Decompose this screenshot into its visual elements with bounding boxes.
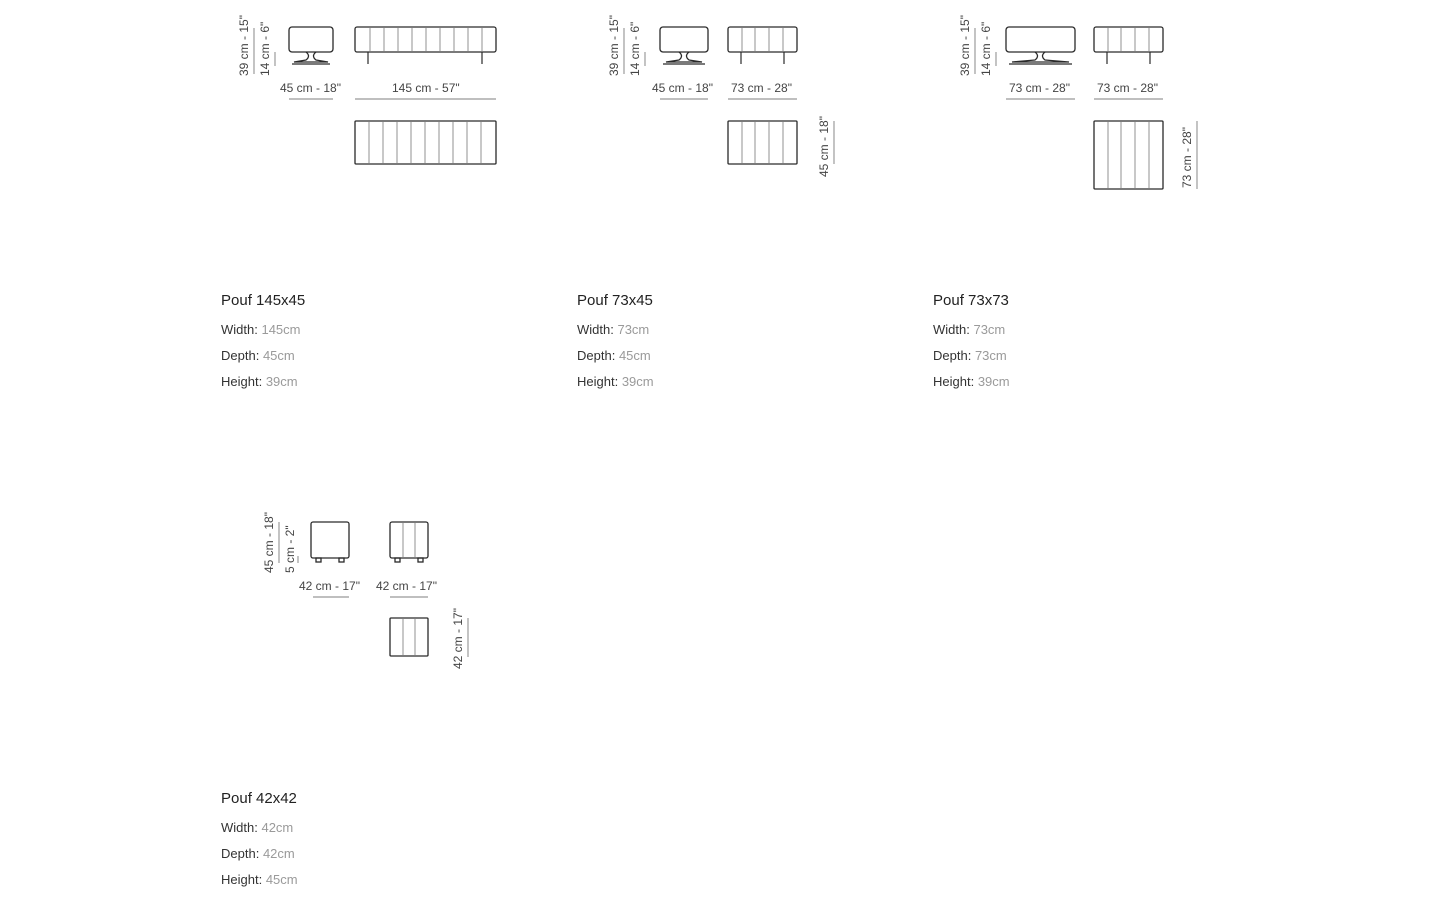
dim-side-width-label: 73 cm - 28" bbox=[1009, 81, 1070, 95]
spec-label: Width: bbox=[933, 322, 970, 337]
spec-value: 39cm bbox=[265, 374, 298, 389]
spec-label: Width: bbox=[221, 322, 258, 337]
product-title: Pouf 145x45 bbox=[221, 292, 306, 309]
dim-leg-height-label: 5 cm - 2" bbox=[283, 525, 297, 573]
spec-height bbox=[577, 374, 654, 389]
spec-value: 73cm bbox=[974, 348, 1007, 363]
dim-height-total-label: 39 cm - 15" bbox=[958, 15, 972, 76]
spec-label: Height: bbox=[221, 872, 263, 887]
spec-label: Width: bbox=[221, 820, 258, 835]
spec-width bbox=[221, 820, 298, 835]
dim-side-width-label: 45 cm - 18" bbox=[652, 81, 713, 95]
spec-depth bbox=[577, 348, 654, 363]
dim-seat-height-label: 14 cm - 6" bbox=[979, 21, 993, 76]
spec-value: 39cm bbox=[621, 374, 654, 389]
spec-value: 39cm bbox=[977, 374, 1010, 389]
dim-seat-height-label: 14 cm - 6" bbox=[258, 21, 272, 76]
spec-width bbox=[933, 322, 1010, 337]
spec-value: 45cm bbox=[265, 872, 298, 887]
spec-label: Width: bbox=[577, 322, 614, 337]
dim-front-width-label: 73 cm - 28" bbox=[731, 81, 792, 95]
product-title: Pouf 73x73 bbox=[933, 292, 1009, 309]
spec-label: Depth: bbox=[933, 348, 972, 363]
dim-plan-depth-label: 42 cm - 17" bbox=[451, 608, 465, 669]
product-title: Pouf 73x45 bbox=[577, 292, 653, 309]
plan-view bbox=[728, 121, 797, 164]
drawing-pouf-145x45 bbox=[237, 15, 496, 164]
dim-front-width-label: 73 cm - 28" bbox=[1097, 81, 1158, 95]
front-view bbox=[390, 522, 428, 562]
front-view bbox=[728, 27, 797, 64]
spec-label: Height: bbox=[577, 374, 619, 389]
spec-value: 145cm bbox=[261, 322, 301, 337]
spec-value: 42cm bbox=[262, 846, 295, 861]
product-card-pouf-145x45 bbox=[221, 292, 305, 400]
dim-height-total-label: 39 cm - 15" bbox=[237, 15, 251, 76]
side-view bbox=[311, 522, 349, 562]
spec-height bbox=[221, 374, 305, 389]
side-view bbox=[660, 27, 708, 64]
spec-label: Depth: bbox=[221, 846, 260, 861]
plan-view bbox=[355, 121, 496, 164]
dim-side-width-label: 45 cm - 18" bbox=[280, 81, 341, 95]
dim-height-total-label: 45 cm - 18" bbox=[262, 512, 276, 573]
dim-height-total-label: 39 cm - 15" bbox=[607, 15, 621, 76]
spec-label: Height: bbox=[933, 374, 975, 389]
dim-front-width-label: 145 cm - 57" bbox=[392, 81, 460, 95]
drawing-pouf-42x42 bbox=[262, 512, 468, 669]
drawing-pouf-73x45 bbox=[607, 15, 834, 177]
front-view bbox=[355, 27, 496, 64]
spec-label: Depth: bbox=[221, 348, 260, 363]
plan-view bbox=[390, 618, 428, 656]
dim-front-width-label: 42 cm - 17" bbox=[376, 579, 437, 593]
side-view bbox=[1006, 27, 1075, 64]
product-title: Pouf 42x42 bbox=[221, 790, 297, 807]
dim-plan-depth-label: 45 cm - 18" bbox=[817, 116, 831, 177]
plan-view bbox=[1094, 121, 1163, 189]
spec-value: 73cm bbox=[973, 322, 1006, 337]
dim-plan-depth-label: 73 cm - 28" bbox=[1180, 127, 1194, 188]
spec-label: Depth: bbox=[577, 348, 616, 363]
spec-depth bbox=[221, 348, 305, 363]
spec-value: 45cm bbox=[618, 348, 651, 363]
dim-side-width-label: 42 cm - 17" bbox=[299, 579, 360, 593]
spec-height bbox=[933, 374, 1010, 389]
spec-height bbox=[221, 872, 298, 887]
side-view bbox=[289, 27, 333, 64]
product-card-pouf-42x42 bbox=[221, 790, 298, 898]
spec-width bbox=[577, 322, 654, 337]
spec-depth bbox=[933, 348, 1010, 363]
spec-label: Height: bbox=[221, 374, 263, 389]
product-card-pouf-73x73 bbox=[933, 292, 1010, 400]
drawing-pouf-73x73 bbox=[958, 15, 1197, 189]
spec-value: 45cm bbox=[262, 348, 295, 363]
spec-value: 73cm bbox=[617, 322, 650, 337]
spec-width bbox=[221, 322, 305, 337]
dim-seat-height-label: 14 cm - 6" bbox=[628, 21, 642, 76]
spec-value: 42cm bbox=[261, 820, 294, 835]
spec-depth bbox=[221, 846, 298, 861]
front-view bbox=[1094, 27, 1163, 64]
product-card-pouf-73x45 bbox=[577, 292, 654, 400]
